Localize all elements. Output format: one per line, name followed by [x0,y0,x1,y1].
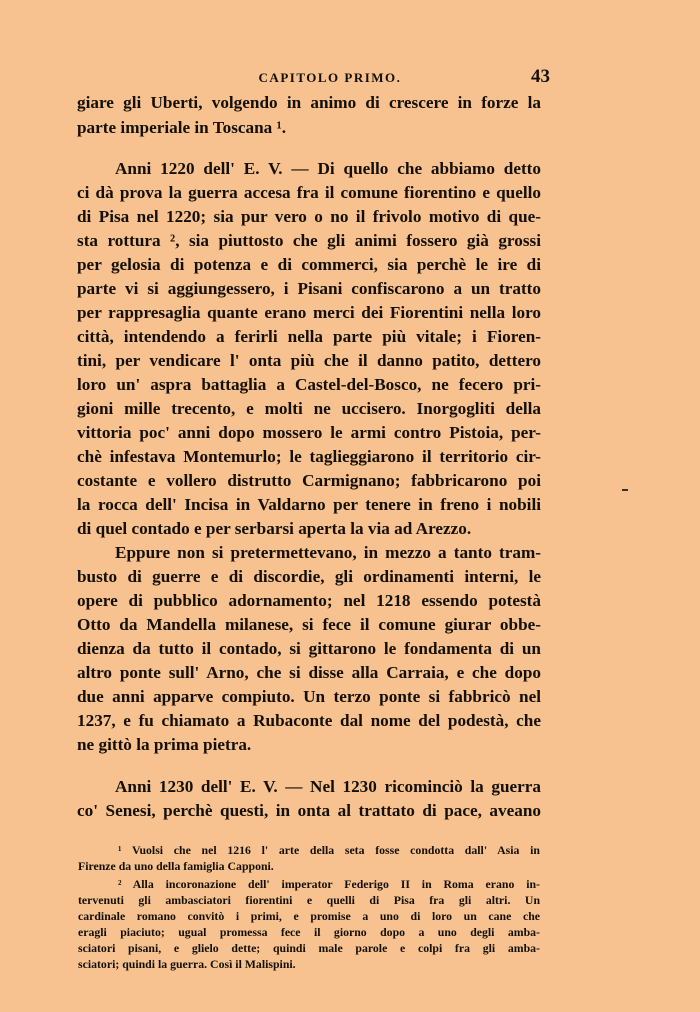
footnote-line: ¹ Vuolsi che nel 1216 l' arte della seta fosse condotta dall' Asia in [118,843,540,857]
footnote-line: sciatori; quindi la guerra. Così il Malispini. [78,957,296,971]
running-header-title: CAPITOLO PRIMO. [258,70,402,85]
body-line: per gelosia di potenza e di commerci, sia perchè le ire di [77,255,541,274]
body-line: due anni apparve compiuto. Un terzo ponte si fabbricò nel [77,687,541,706]
body-line: gioni mille trecento, e molti ne uccisero. Inorgogliti della [77,399,541,418]
body-line: ci dà prova la guerra accesa fra il comune fiorentino e quello [77,183,541,202]
body-line: vittoria poc' anni dopo mossero le armi contro Pistoia, per- [77,423,541,442]
body-line: 1237, e fu chiamato a Rubaconte dal nome del podestà, che [77,711,541,730]
page-number: 43 [531,66,550,87]
body-line: parte vi si aggiungessero, i Pisani confiscarono a un tratto [77,279,541,298]
body-line: per rappresaglia quante erano merci dei Fiorentini nella loro [77,303,541,322]
body-line: loro un' aspra battaglia a Castel-del-Bosco, ne fecero pri- [77,375,541,394]
body-line: dienza da tutto il contado, si gittarono le fondamenta di un [77,639,541,658]
footnote-line: ² Alla incoronazione dell' imperator Federigo II in Roma erano in- [118,877,540,891]
body-line: Anni 1230 dell' E. V. — Nel 1230 ricominciò la guerra [115,777,541,796]
body-line: Anni 1220 dell' E. V. — Di quello che abbiamo detto [115,159,541,178]
body-line: giare gli Uberti, volgendo in animo di crescere in forze la [77,93,541,112]
body-line: co' Senesi, perchè questi, in onta al trattato di pace, aveano [77,801,541,820]
body-line: di Pisa nel 1220; sia pur vero o no il frivolo motivo di que- [77,207,541,226]
margin-mark [622,489,628,491]
body-line: busto di guerre e di discordie, gli ordinamenti interni, le [77,567,541,586]
body-line: chè infestava Montemurlo; le taglieggiarono il territorio cir- [77,447,541,466]
footnote-line: Firenze da uno della famiglia Capponi. [78,859,274,873]
body-line: Otto da Mandella milanese, si fece il comune giurar obbe- [77,615,541,634]
body-line: la rocca dell' Incisa in Valdarno per tenere in freno i nobili [77,495,541,514]
body-line: altro ponte sull' Arno, che si disse alla Carraia, e che dopo [77,663,541,682]
body-line: Eppure non si pretermettevano, in mezzo a tanto tram- [115,543,541,562]
body-line: parte imperiale in Toscana ¹. [77,118,287,137]
footnote-line: sciatori pisani, e glielo dette; quindi male parole e colpi fra gli amba- [78,941,540,955]
body-line: ne gittò la prima pietra. [77,735,252,754]
body-line: tini, per vendicare l' onta più che il danno patito, dettero [77,351,541,370]
body-line: di quel contado e per serbarsi aperta la via ad Arezzo. [77,519,472,538]
body-line: sta rottura ², sia piuttosto che gli animi fossero già grossi [77,231,541,250]
body-line: costante e vollero distrutto Carmignano; fabbricarono poi [77,471,541,490]
footnote-line: cardinale romano convitò i primi, e promise a uno di loro un cane che [78,909,540,923]
body-line: opere di pubblico adornamento; nel 1218 essendo potestà [77,591,541,610]
body-line: città, intendendo a ferirli nella parte più vitale; i Fioren- [77,327,541,346]
footnote-line: eragli piaciuto; ugual promessa fece il giorno dopo a uno degli amba- [78,925,540,939]
footnote-line: tervenuti gli ambasciatori fiorentini e quelli di Pisa fra gli altri. Un [78,893,540,907]
